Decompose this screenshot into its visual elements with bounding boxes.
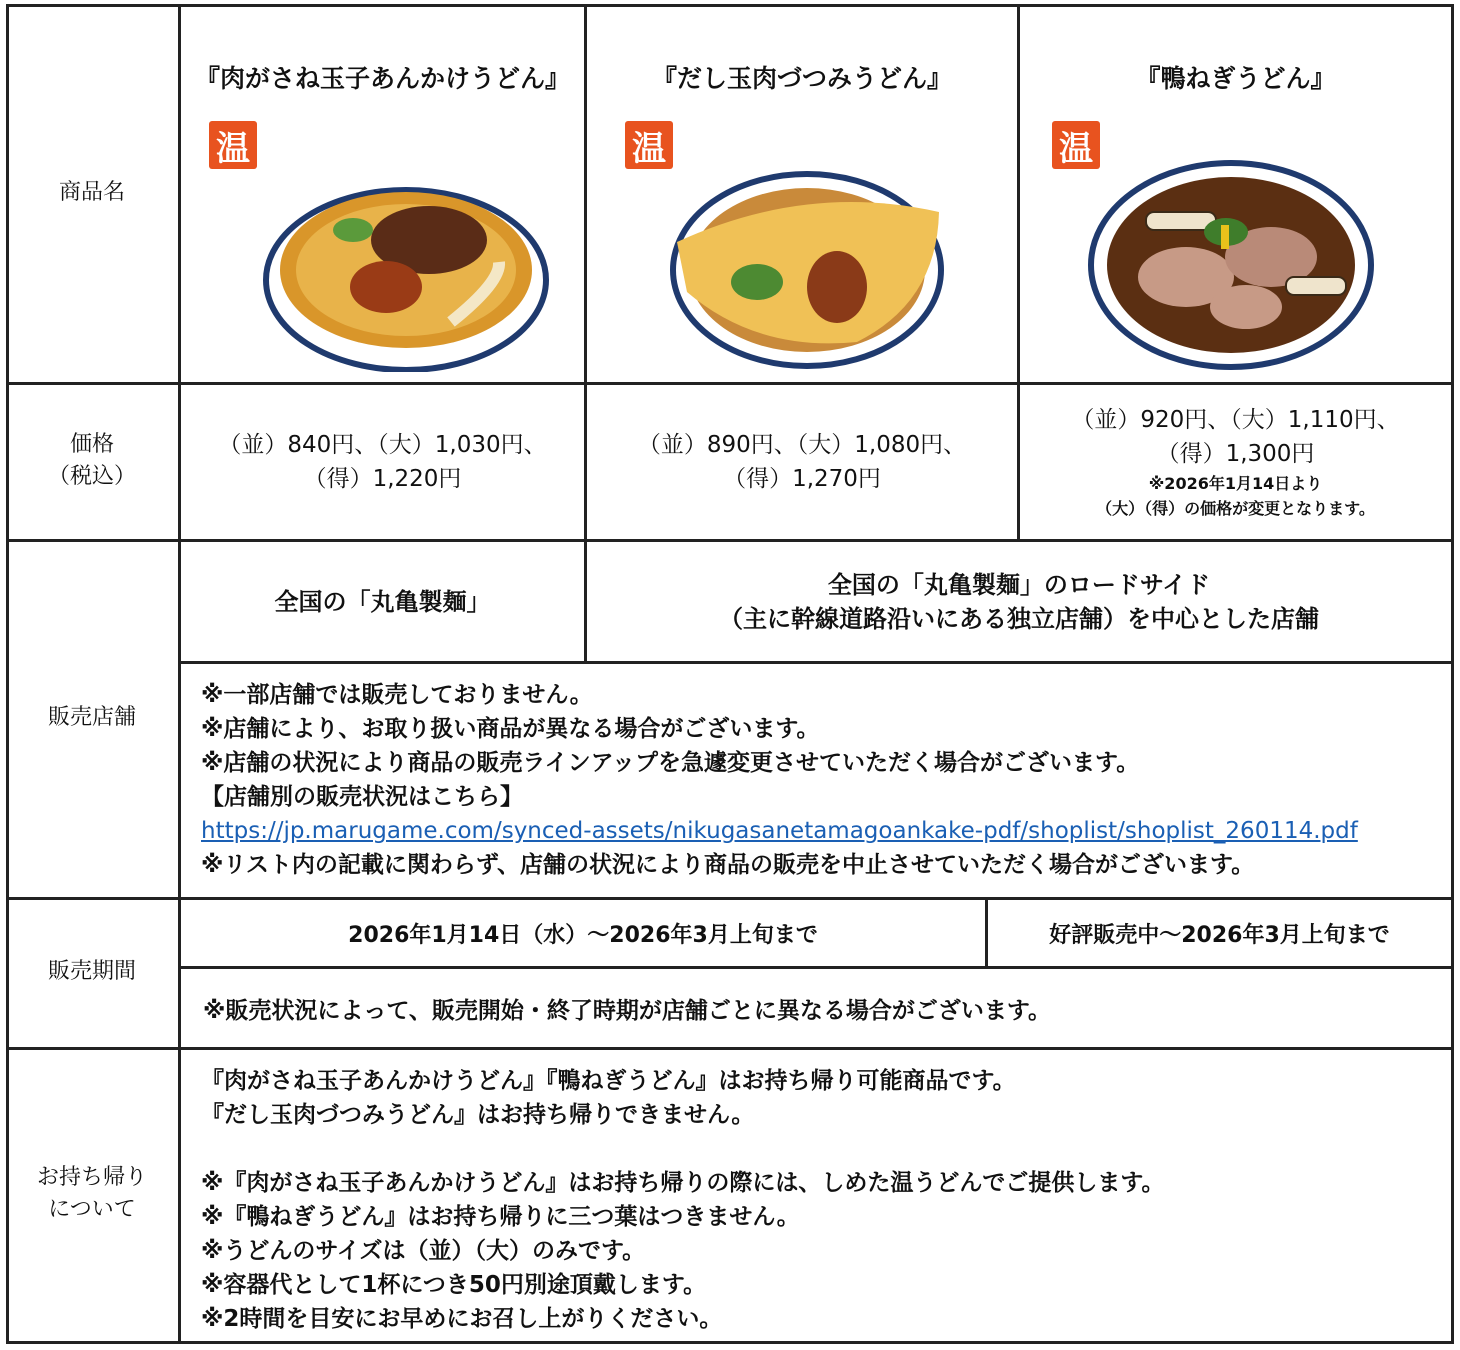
takeout-line (201, 1132, 1165, 1166)
price-line: （得）1,270円 (723, 466, 881, 492)
stores-roadside-line1: 全国の「丸亀製麺」のロードサイド (827, 570, 1211, 599)
row-label-stores: 販売店舗 (47, 705, 136, 730)
product-table (6, 4, 1454, 1344)
stores-roadside (587, 542, 1451, 661)
period-note: ※販売状況によって、販売開始・終了時期が店舗ごとに異なる場合がございます。 (203, 997, 1052, 1024)
takeout-line: 『だし玉肉づつみうどん』はお持ち帰りできません。 (201, 1102, 755, 1128)
stores-all: 全国の「丸亀製麺」 (274, 587, 491, 616)
row-label-product: 商品名 (58, 180, 125, 205)
takeout-line: ※『鴨ねぎうどん』はお持ち帰りに三つ葉はつきません。 (201, 1204, 800, 1230)
store-note: ※一部店舗では販売しておりません。 (201, 682, 593, 708)
store-notes (201, 678, 1358, 882)
product-name: 『肉がさね玉子あんかけうどん』 (194, 64, 570, 93)
product-cell-1 (181, 7, 584, 382)
price-change-note: （大）（得）の価格が変更となります。 (1096, 499, 1375, 518)
price-cell-2 (587, 385, 1017, 539)
store-note: ※店舗の状況により商品の販売ラインアップを急遽変更させていただく場合がございます。 (201, 750, 1140, 776)
divider (180, 661, 1454, 664)
takeout-notes (201, 1064, 1165, 1336)
row-label-price-line1: 価格 (69, 431, 114, 457)
product-cell-3 (1020, 7, 1451, 382)
nikugasane-udon-bowl-icon (261, 152, 551, 372)
row-label-period: 販売期間 (47, 959, 136, 984)
border-right (1451, 4, 1454, 1344)
row-label-takeout-line1: お持ち帰り (36, 1165, 147, 1190)
price-line: （並）920円、（大）1,110円、 (1071, 407, 1400, 433)
store-note: 【店舗別の販売状況はこちら】 (201, 784, 523, 810)
kamonegi-udon-bowl-icon (1086, 157, 1376, 372)
row-label-takeout-line2: について (48, 1197, 136, 1222)
takeout-line: ※『肉がさね玉子あんかけうどん』はお持ち帰りの際には、しめた温うどんでご提供します。 (201, 1170, 1165, 1196)
stores-roadside-line2: （主に幹線道路沿いにある独立店舗）を中心とした店舗 (719, 604, 1319, 633)
hot-badge: 温 (209, 121, 257, 169)
dashitama-udon-bowl-icon (667, 152, 947, 372)
takeout-line: ※容器代として1杯につき50円別途頂戴します。 (201, 1272, 707, 1298)
row-label-price (6, 382, 178, 539)
divider (6, 1047, 1454, 1050)
price-line: （得）1,300円 (1156, 441, 1315, 467)
price-line: （並）890円、（大）1,080円、 (637, 432, 967, 458)
period-ongoing: 好評販売中～2026年3月上旬まで (1049, 922, 1390, 948)
price-cell-1 (181, 385, 584, 539)
shoplist-link[interactable]: https://jp.marugame.com/synced-assets/nikugasanetamagoankake-pdf/shoplist/shoplist_260114.pdf (201, 818, 1358, 844)
product-cell-2 (587, 7, 1017, 382)
row-label-takeout (6, 1047, 178, 1341)
takeout-line: ※うどんのサイズは（並）（大）のみです。 (201, 1238, 646, 1264)
hot-badge: 温 (625, 121, 673, 169)
price-line: （並）840円、（大）1,030円、 (218, 432, 547, 458)
takeout-line: 『肉がさね玉子あんかけうどん』『鴨ねぎうどん』はお持ち帰り可能商品です。 (201, 1068, 1016, 1094)
row-label-price-line2: （税込） (47, 463, 136, 489)
border-bottom (6, 1341, 1454, 1344)
price-line: （得）1,220円 (303, 466, 462, 492)
hot-badge: 温 (1052, 121, 1100, 169)
takeout-line: ※2時間を目安にお早めにお召し上がりください。 (201, 1306, 723, 1332)
product-name: 『だし玉肉づつみうどん』 (651, 64, 952, 93)
price-change-note: ※2026年1月14日より (1148, 474, 1323, 493)
store-note: ※店舗により、お取り扱い商品が異なる場合がございます。 (201, 716, 820, 742)
product-name: 『鴨ねぎうどん』 (1135, 64, 1336, 93)
period-new: 2026年1月14日（水）～2026年3月上旬まで (348, 922, 818, 948)
price-cell-3 (1020, 385, 1451, 539)
store-note: ※リスト内の記載に関わらず、店舗の状況により商品の販売を中止させていただく場合がございます。 (201, 852, 1255, 878)
